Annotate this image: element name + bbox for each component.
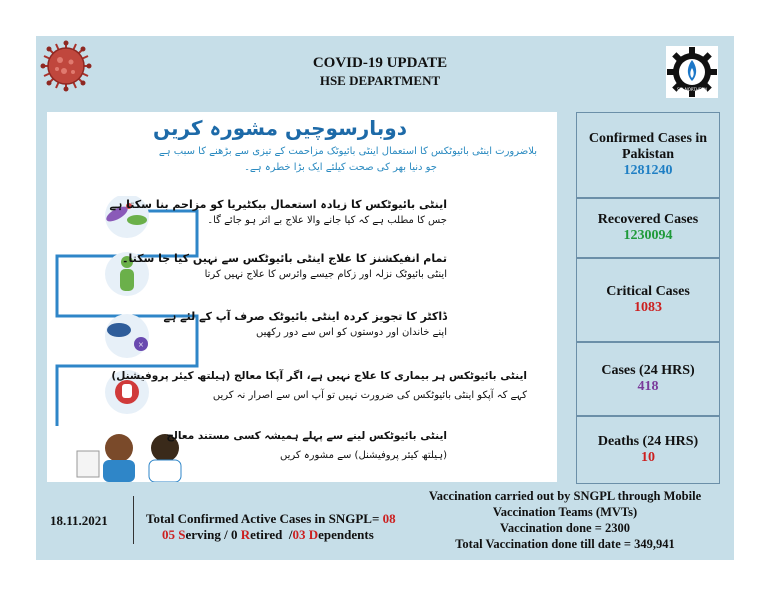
critical-cases-label: Critical Cases [606,284,690,299]
dependents-initial: D [308,527,319,542]
active-cases-summary: Total Confirmed Active Cases in SNGPL= 08 05 Serving / 0 Retired /03 Dependents [146,511,396,542]
point-5-bold: اینٹی بائیوٹکس لینے سے پہلے ہمیشہ کسی مستند معالج [166,430,447,442]
cases-24hrs-label: Cases (24 HRS) [601,363,695,378]
recovered-cases-label: Recovered Cases [597,212,699,227]
stop-hand-icon [115,380,139,404]
critical-cases-card [576,258,720,342]
point-1-text: جس کا مطلب ہے کہ کیا جانے والا علاج بے اثر ہو جائے گا۔ [207,215,447,226]
department-name: HSE DEPARTMENT [319,73,441,88]
confirmed-cases-card [576,112,720,198]
point-3-bold: ڈاکٹر کا تجویز کردہ اینٹی بائیوٹک صرف آپ کے لئے ہے [163,310,447,323]
confirmed-cases-value: 1281240 [623,163,673,178]
active-cases-label: Total Confirmed Active Cases in SNGPL= [146,511,383,526]
footer-divider [133,496,134,544]
point-3-text: اپنے خاندان اور دوستوں کو اس سے دور رکھیں [256,327,447,338]
recovered-cases-value: 1230094 [623,228,673,243]
point-4-text: کہے کہ آپکو اینٹی بائیوٹکس کی ضرورت نہیں تو آپ اس سے اصرار نہ کریں [212,390,527,401]
vaccination-done: Vaccination done = 2300 [500,521,630,535]
confirmed-cases-label: Confirmed Cases in Pakistan [588,131,708,162]
point-1-bold: اینٹی بائیوٹکس کا زیادہ استعمال بیکٹیریا کو مزاحم بنا سکتا ہے [109,198,447,211]
dependents-label: ependents [318,527,374,542]
cases-24hrs-card [576,342,720,416]
deaths-24hrs-label: Deaths (24 HRS) [597,434,699,449]
report-date: 18.11.2021 [50,513,108,528]
deaths-24hrs-card [576,416,720,484]
active-cases-total: 08 [382,511,396,526]
svg-text:×: × [138,340,144,351]
dependents-count: 03 [292,527,306,542]
retired-label: etired [250,527,283,542]
serving-initial: S [178,527,186,542]
infographic-intro-1: بلاضرورت اینٹی بائیوٹکس کا استعمال اینٹی بائیوٹک مزاحمت کے تیزی سے بڑھنے کا سبب ہے [158,146,537,157]
recovered-cases-card [576,198,720,258]
point-2-text: اینٹی بائیوٹک نزلہ اور زکام جیسے وائرس کا علاج نہیں کرتا [204,269,447,280]
infographic-intro-2: جو دنیا بھر کی صحت کیلئے ایک بڑا خطرہ ہے۔ [244,162,437,173]
point-2-bold: تمام انفیکشنز کا علاج اینٹی بائیوٹکس سے نہیں کیا جا سکتا۔ [122,252,447,265]
cases-24hrs-value: 418 [637,379,659,394]
point-5-text: (ہیلتھ کیئر پروفیشنل) سے مشورہ کریں [279,450,447,461]
deaths-24hrs-value: 10 [641,450,655,465]
logo-text: SUI NORTHERN [676,87,708,92]
retired-count: 0 [231,527,238,542]
vaccination-total: Total Vaccination done till date = 349,941 [455,537,675,551]
point-4-bold: اینٹی بائیوٹکس ہر بیماری کا علاج نہیں ہے، اگر آپکا معالج (ہیلتھ کیئر پروفیشنل) [111,370,527,382]
serving-count: 05 [162,527,175,542]
retired-initial: R [240,527,251,542]
critical-cases-value: 1083 [634,300,662,315]
infographic-heading: دوبارسوچیں مشورہ کریں [152,116,407,140]
company-logo-icon [666,46,718,98]
antibiotic-awareness-infographic [47,112,557,482]
vaccination-line-1: Vaccination carried out by SNGPL through Mobile [428,489,702,503]
coronavirus-icon [40,40,92,92]
vaccination-line-2: Vaccination Teams (MVTs) [492,505,638,519]
vaccination-summary [410,488,720,552]
bulletin-title: COVID-19 UPDATE [312,55,448,71]
serving-label: erving [185,527,221,542]
